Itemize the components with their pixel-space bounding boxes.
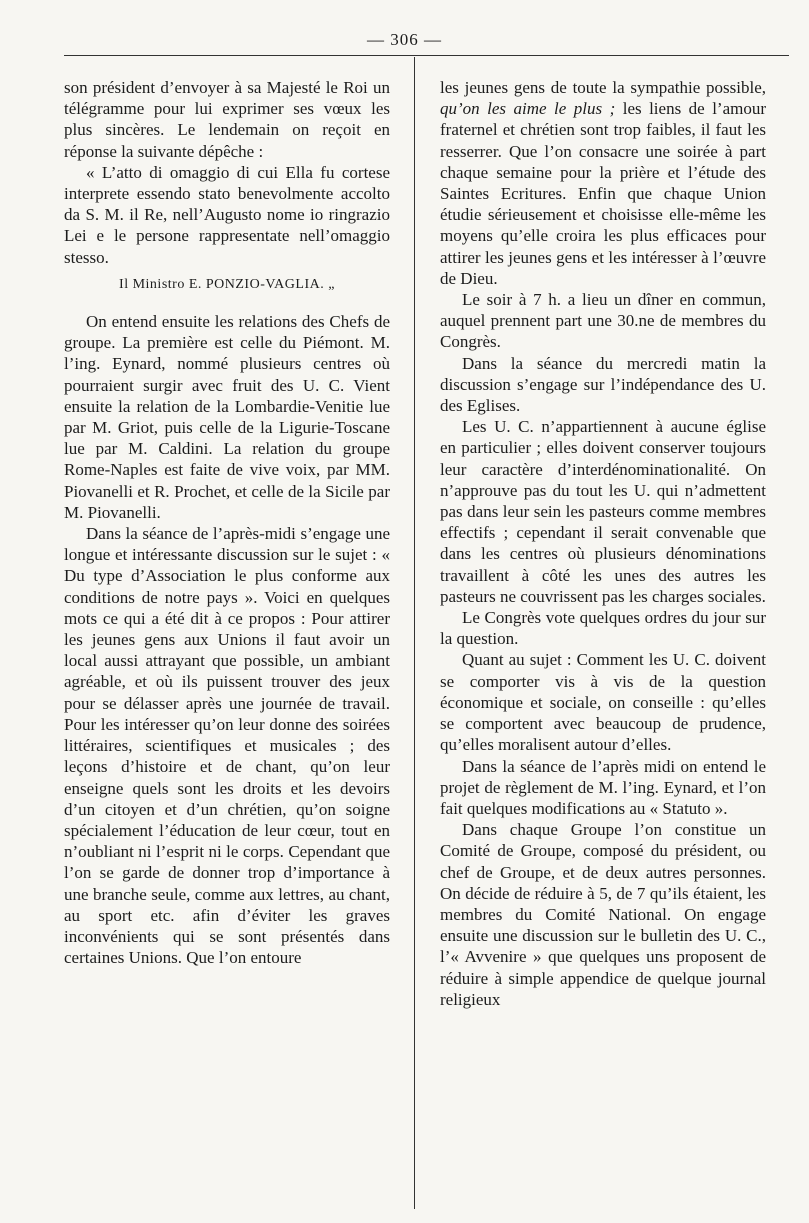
right-column [440, 77, 766, 1010]
paragraph: son président d’envoyer à sa Majesté le Roi un télégramme pour lui exprimer ses vœux les plus sincères. Le lendemain on reçoit en réponse la suivante dépêche : [64, 78, 390, 161]
paragraph: « L’atto di omaggio di cui Ella fu cortese interprete essendo stato benevolmente accolto da S. M. il Re, nell’Augusto nome io ringrazio Lei e le persone rappresentate nell’omaggio stesso. [64, 162, 390, 267]
paragraph: On entend ensuite les relations des Chefs de groupe. La première est celle du Piémont. M. l’ing. Eynard, nommé plusieurs centres où pourraient surgir avec fruit des U. C. Vient ensuite la relation de la Lombardie-Venitie lue par M. Griot, puis celle de la Ligurie-Toscane lue par M. Caldini. La relation du groupe Rome-Naples est faite de vive voix, par MM. Piovanelli et R. Prochet, et celle de la Sicile par M. Piovanelli. [64, 312, 390, 522]
left-column [64, 77, 390, 968]
paragraph: Les U. C. n’appartiennent à aucune église en particulier ; elles doivent conserver toujours leur caractère d’interdénominationalité. On n’approuve pas du tout les U. qui n’admettent pas dans leur sein les pasteurs comme membres effectifs ; cependant il serait convenable que dans les centres où plusieurs dénominations travaillent à côté les unes des autres les pasteurs ne couvrissent pas les charges sociales. [440, 417, 766, 606]
paragraph: Quant au sujet : Comment les U. C. doivent se comporter vis à vis de la question économique et sociale, on conseille : qu’elles se comportent avec beaucoup de prudence, qu’elles moralisent autour d’elles. [440, 650, 766, 755]
paragraph [440, 77, 766, 289]
emphasized-text: qu’on les aime le plus ; [440, 99, 616, 119]
paragraph-text: les jeunes gens de toute la sympathie possible, [440, 78, 766, 97]
paragraph: Dans la séance du mercredi matin la discussion s’engage sur l’indépendance des U. des Eglises. [440, 353, 766, 416]
paragraph-text: les liens de l’amour fraternel et chrétien sont trop faibles, il faut les resserrer. Que l’on consacre une soirée à part chaque semaine pour la prière et l’étude des Saintes Ecritures. Enfin que chaque Union étudie sérieusement et choisisse elle-même les moyens qu’elle croira les plus efficaces pour attirer les jeunes gens et les intéresser à l’œuvre de Dieu. [440, 99, 767, 288]
signature-line: Il Ministro E. PONZIO-VAGLIA. „ [119, 276, 335, 292]
paragraph: Dans la séance de l’après midi on entend le projet de règlement de M. l’ing. Eynard, et l’on fait quelques modifications au « Statuto ». [440, 756, 766, 818]
paragraph: Dans chaque Groupe l’on constitue un Comité de Groupe, composé du président, ou chef de Groupe, et de deux autres personnes. On décide de réduire à 5, de 7 qu’ils étaient, les membres du Comité National. On engage ensuite une discussion sur le bulletin des U. C., l’« Avvenire » que quelques uns proposent de réduire à simple appendice de quelque journal religieux [440, 820, 766, 1009]
header-rule [64, 55, 789, 56]
paragraph: Le Congrès vote quelques ordres du jour sur la question. [440, 608, 766, 649]
paragraph: Dans la séance de l’après-midi s’engage une longue et intéressante discussion sur le sujet : « Du type d’Association le plus conforme aux conditions de notre pays ». Voici en quelques mots ce qui a été dit à ce propos : Pour attirer les jeunes gens aux Unions il faut avoir un local aussi attrayant que possible, un ambiant agréable, et où ils puissent trouver des jeux pour se délasser après une journée de travail. Pour les intéresser qu’on leur donne des soirées littéraires, scientifiques et musicales ; des leçons d’histoire et de chant, qu’on leur enseigne quels sont les droits et les devoirs d’un citoyen et d’un chrétien, qu’on soigne spécialement l’éducation de leur cœur, tout en n’oubliant ni l’esprit ni le corps. Cependant que l’on se garde de donner trop d’importance à une branche seule, comme aux lettres, au chant, au sport etc. afin d’éviter les graves inconvénients qui se sont présentés dans certaines Unions. Que l’on entoure [64, 524, 390, 968]
paragraph: Le soir à 7 h. a lieu un dîner en commun, auquel prennent part une 30.ne de membres du Congrès. [440, 290, 766, 352]
column-divider [414, 57, 415, 1209]
page-number: — 306 — [367, 30, 442, 49]
